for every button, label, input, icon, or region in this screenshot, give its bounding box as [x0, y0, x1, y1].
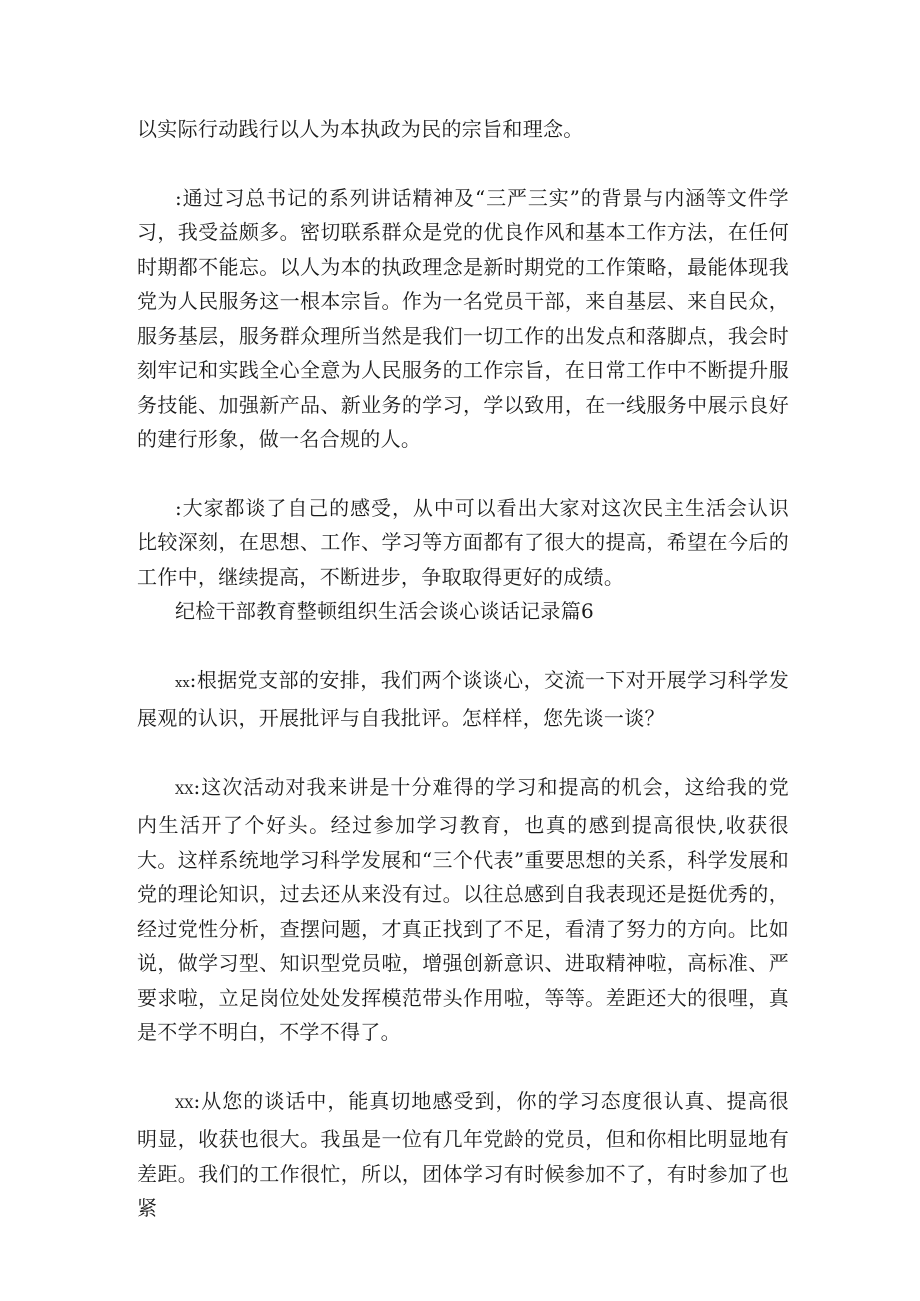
paragraph-4-text: :根据党支部的安排，我们两个谈谈心，交流一下对开展学习科学发展观的认识，开展批评与自我批评。怎样样，您先谈一谈？: [137, 667, 789, 730]
paragraph-6: [137, 1084, 789, 1226]
paragraph-gap: [137, 147, 789, 181]
paragraph-2: [137, 181, 789, 457]
speaker-label: XX: [175, 1096, 194, 1112]
paragraph-3-text: :大家都谈了自己的感受，从中可以看出大家对这次民主生活会认识比较深刻，在思想、工作、学习等方面都有了很大的提高，希望在今后的工作中，继续提高，不断进步，争取取得更好的成绩。: [137, 495, 789, 589]
paragraph-4: [137, 663, 789, 736]
paragraph-1: [137, 112, 789, 147]
speaker-label: xx: [175, 675, 190, 691]
speaker-label: XX: [175, 782, 194, 798]
paragraph-5: [137, 770, 789, 1050]
paragraph-6-text: :从您的谈话中，能真切地感受到，你的学习态度很认真、提高很明显，收获也很大。我虽是一位有几年党龄的党员，但和你相比明显地有差距。我们的工作很忙，所以，团体学习有时候参加不了，有时参加了也紧: [137, 1088, 789, 1220]
paragraph-gap: [137, 1050, 789, 1084]
document-page: [137, 112, 789, 1226]
paragraph-1-text: 以实际行动践行以人为本执政为民的宗旨和理念。: [137, 117, 584, 141]
section-heading-text: 纪检干部教育整顿组织生活会谈心谈话记录篇6: [175, 599, 595, 623]
paragraph-gap: [137, 629, 789, 663]
paragraph-gap: [137, 457, 789, 491]
section-heading: [137, 594, 789, 629]
paragraph-gap: [137, 736, 789, 770]
paragraph-3: [137, 491, 789, 595]
paragraph-5-text: :这次活动对我来讲是十分难得的学习和提高的机会，这给我的党内生活开了个好头。经过参加学习教育，也真的感到提高很快,收获很大。这样系统地学习科学发展和“三个代表”重要思想的关系，科学发展和党的理论知识，过去还从来没有过。以往总感到自我表现还是挺优秀的，经过党性分析，查摆问题，才真正找到了不足，看清了努力的方向。比如说，做学习型、知识型党员啦，增强创新意识、进取精神啦，高标准、严要求啦，立足岗位处处发挥模范带头作用啦，等等。差距还大的很哩，真是不学不明白，不学不得了。: [137, 774, 789, 1044]
paragraph-2-text: :通过习总书记的系列讲话精神及“三严三实”的背景与内涵等文件学习，我受益颇多。密切联系群众是党的优良作风和基本工作方法，在任何时期都不能忘。以人为本的执政理念是新时期党的工作策略，最能体现我党为人民服务这一根本宗旨。作为一名党员干部，来自基层、来自民众，服务基层，服务群众理所当然是我们一切工作的出发点和落脚点，我会时刻牢记和实践全心全意为人民服务的工作宗旨，在日常工作中不断提升服务技能、加强新产品、新业务的学习，学以致用，在一线服务中展示良好的建行形象，做一名合规的人。: [137, 185, 789, 451]
